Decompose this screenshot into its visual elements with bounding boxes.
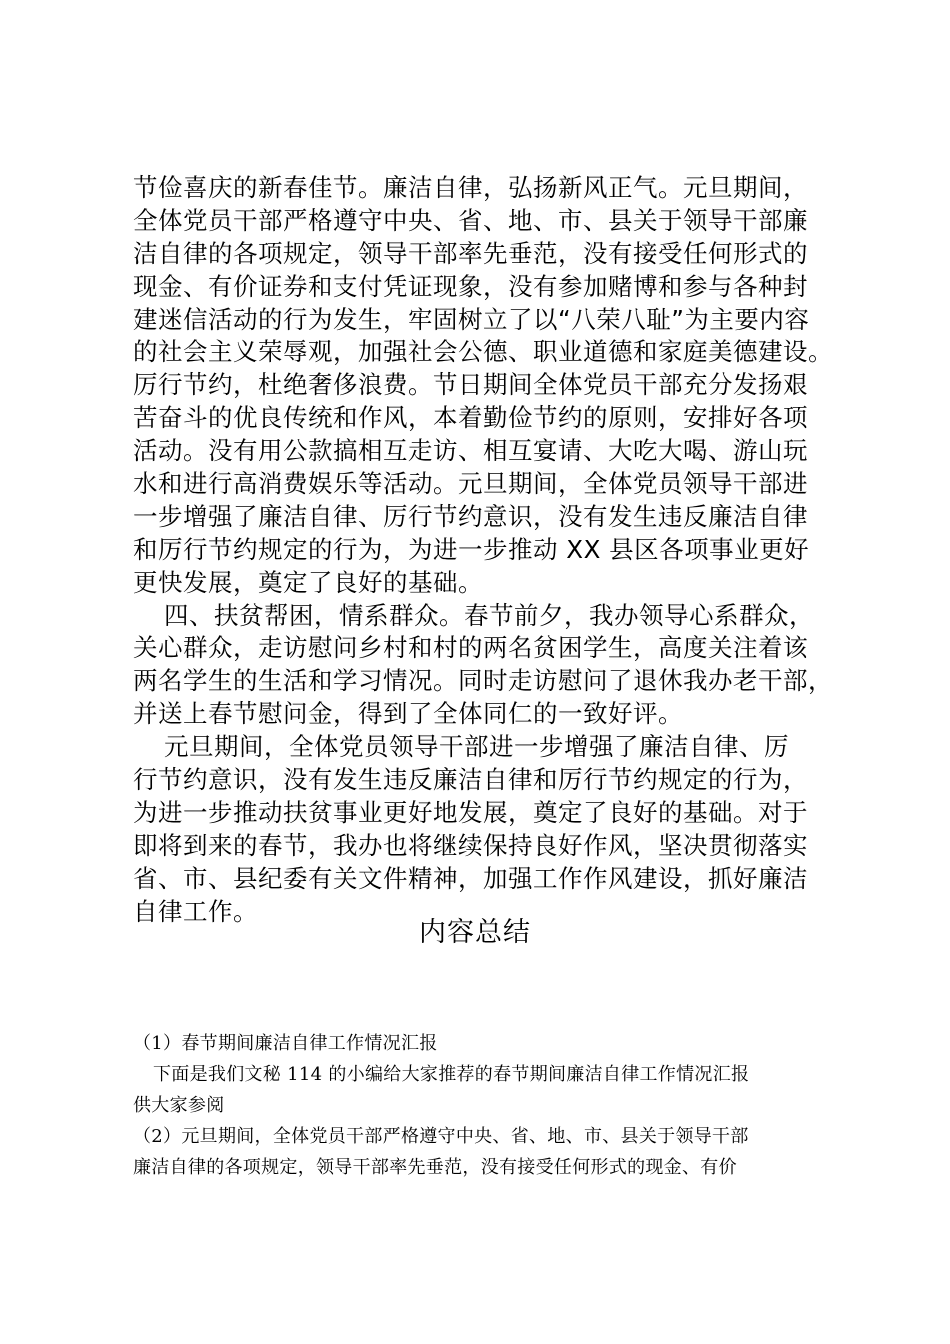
summary-line: （2）元旦期间，全体党员干部严格遵守中央、省、地、市、县关于领导干部 [133,1126,749,1147]
summary-title: 内容总结 [419,917,531,948]
body-line: 现金、有价证券和支付凭证现象，没有参加赌博和参与各种封 [133,271,808,301]
body-line: 一步增强了廉洁自律、厉行节约意识，没有发生违反廉洁自律 [133,501,808,531]
body-line: 元旦期间，全体党员领导干部进一步增强了廉洁自律、厉 [164,732,789,762]
body-line: 并送上春节慰问金，得到了全体同仁的一致好评。 [133,699,683,729]
body-line: 为进一步推动扶贫事业更好地发展，奠定了良好的基础。对于 [133,797,808,827]
body-line: 四、扶贫帮困，情系群众。春节前夕，我办领导心系群众， [164,600,814,630]
body-line: 关心群众，走访慰问乡村和村的两名贫困学生，高度关注着该 [133,633,808,663]
body-text [133,172,853,928]
body-line: 洁自律的各项规定，领导干部率先垂范，没有接受任何形式的 [133,238,808,268]
body-line: 和厉行节约规定的行为，为进一步推动 XX 县区各项事业更好 [133,534,810,564]
body-line: 水和进行高消费娱乐等活动。元旦期间，全体党员领导干部进 [133,469,808,499]
body-line: 即将到来的春节，我办也将继续保持良好作风，坚决贯彻落实 [133,830,808,860]
summary-line: （1）春节期间廉洁自律工作情况汇报 [133,1033,438,1054]
body-line: 建迷信活动的行为发生，牢固树立了以“八荣八耻”为主要内容 [133,304,810,334]
body-line: 更快发展，奠定了良好的基础。 [133,567,483,597]
body-line: 自律工作。 [133,896,258,926]
body-line: 省、市、县纪委有关文件精神，加强工作作风建设，抓好廉洁 [133,863,808,893]
body-line: 节俭喜庆的新春佳节。廉洁自律，弘扬新风正气。元旦期间， [133,173,808,202]
summary-line: 廉洁自律的各项规定，领导干部率先垂范，没有接受任何形式的现金、有价 [133,1157,737,1178]
summary-line: 下面是我们文秘 114 的小编给大家推荐的春节期间廉洁自律工作情况汇报 [153,1064,750,1085]
body-line: 的社会主义荣辱观，加强社会公德、职业道德和家庭美德建设。 [133,337,833,367]
body-line: 行节约意识，没有发生违反廉洁自律和厉行节约规定的行为， [133,765,808,795]
summary-line: 供大家参阅 [133,1095,225,1116]
body-line: 苦奋斗的优良传统和作风，本着勤俭节约的原则，安排好各项 [133,403,808,433]
body-line: 厉行节约，杜绝奢侈浪费。节日期间全体党员干部充分发扬艰 [133,370,808,400]
summary-section [133,1028,833,1183]
body-line: 两名学生的生活和学习情况。同时走访慰问了退休我办老干部， [133,666,833,696]
body-line: 全体党员干部严格遵守中央、省、地、市、县关于领导干部廉 [133,205,808,235]
body-line: 活动。没有用公款搞相互走访、相互宴请、大吃大喝、游山玩 [133,436,808,466]
